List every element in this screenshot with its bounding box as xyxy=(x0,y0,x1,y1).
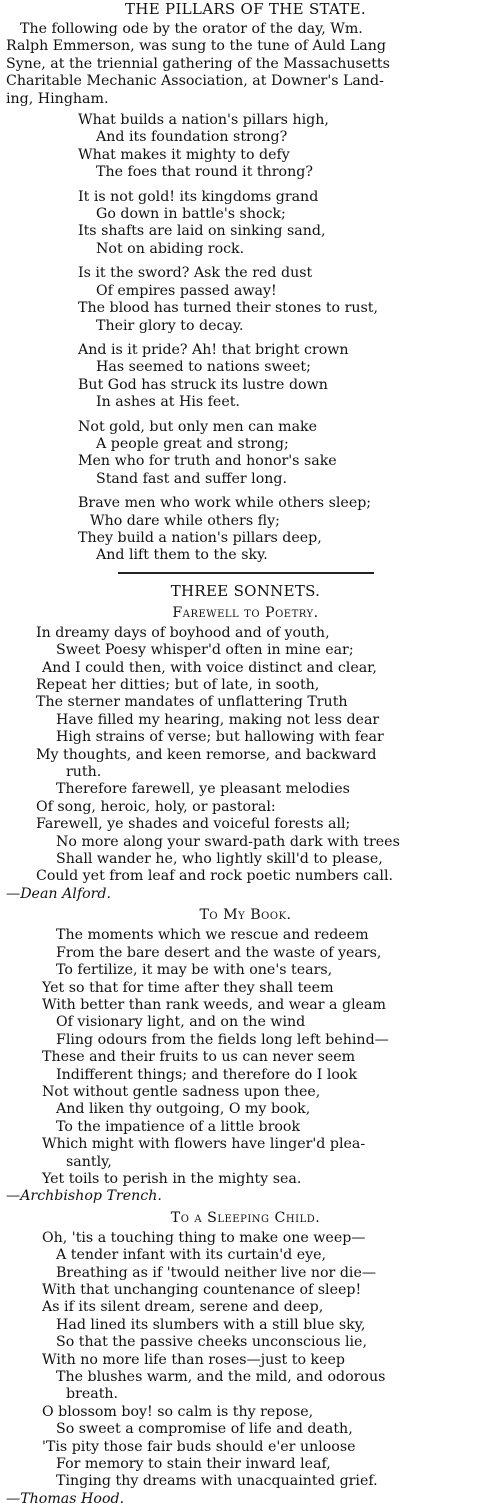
verse-line: No more along your sward-path dark with trees xyxy=(56,833,400,850)
ode-stanza xyxy=(6,112,485,182)
verse-line: Of song, heroic, holy, or pastoral: xyxy=(36,798,276,815)
verse-line: The sterner mandates of unflattering Truth xyxy=(36,694,348,711)
verse-line: Go down in battle's shock; xyxy=(96,206,286,223)
verse-line: Yet toils to perish in the mighty sea. xyxy=(42,1170,302,1187)
sonnet-author: —Archbishop Trench. xyxy=(6,1188,162,1205)
verse-line: So sweet a compromise of life and death, xyxy=(56,1421,353,1438)
intro-line: Syne, at the triennial gathering of the Massachusetts xyxy=(6,55,390,72)
sonnets-title: THREE SONNETS. xyxy=(170,581,321,600)
verse-line: And its foundation strong? xyxy=(96,129,288,146)
verse-line: With no more life than roses—just to keep xyxy=(42,1351,345,1368)
verse-line: Not without gentle sadness upon thee, xyxy=(42,1083,321,1100)
verse-line: A people great and strong; xyxy=(96,435,289,452)
verse-line: ruth. xyxy=(66,764,102,781)
verse-line: breath. xyxy=(66,1386,119,1403)
verse-line: Its shafts are laid on sinking sand, xyxy=(78,223,326,240)
ode-stanza xyxy=(6,265,485,335)
verse-line: Is it the sword? Ask the red dust xyxy=(78,265,313,282)
verse-line: Yet so that for time after they shall teem xyxy=(42,979,334,996)
verse-line: And lift them to the sky. xyxy=(96,547,268,564)
verse-line: As if its silent dream, serene and deep, xyxy=(42,1299,324,1316)
verse-line: So that the passive cheeks unconscious lie, xyxy=(56,1334,367,1351)
verse-line: Stand fast and suffer long. xyxy=(96,470,287,487)
verse-line: But God has struck its lustre down xyxy=(78,376,328,393)
ode-body xyxy=(6,112,485,565)
ode-title: THE PILLARS OF THE STATE. xyxy=(125,0,366,18)
verse-line: Had lined its slumbers with a still blue sky, xyxy=(56,1316,366,1333)
verse-line: And I could then, with voice distinct and clear, xyxy=(42,659,377,676)
sonnet-title: To My Book. xyxy=(199,907,292,924)
verse-line: Which might with flowers have linger'd plea- xyxy=(42,1136,366,1153)
verse-line: The foes that round it throng? xyxy=(96,164,313,181)
sonnet-author: —Thomas Hood. xyxy=(6,1490,125,1507)
verse-line: Not on abiding rock. xyxy=(96,240,245,257)
verse-line: Who dare while others fly; xyxy=(90,512,280,529)
verse-line: In ashes at His feet. xyxy=(96,394,240,411)
verse-line: What makes it mighty to defy xyxy=(78,146,290,163)
verse-line: The blood has turned their stones to rust, xyxy=(78,300,379,317)
sonnet-title: To a Sleeping Child. xyxy=(170,1209,321,1226)
verse-line: Fling odours from the fields long left behind— xyxy=(56,1031,389,1048)
sonnet-author: —Dean Alford. xyxy=(6,885,112,902)
verse-line: Men who for truth and honor's sake xyxy=(78,453,337,470)
verse-line: With that unchanging countenance of sleep! xyxy=(42,1282,362,1298)
sonnet xyxy=(6,1230,485,1508)
verse-line: Sweet Poesy whisper'd often in mine ear; xyxy=(56,642,354,659)
sonnet-title: Farewell to Poetry. xyxy=(172,604,319,621)
ode-stanza xyxy=(6,189,485,259)
verse-line: Could yet from leaf and rock poetic numbers call. xyxy=(36,868,394,885)
verse-line: The blushes warm, and the mild, and odorous xyxy=(56,1369,386,1386)
verse-line: O blossom boy! so calm is thy repose, xyxy=(42,1403,314,1420)
intro-line: ing, Hingham. xyxy=(6,90,109,107)
verse-line: Therefore farewell, ye pleasant melodies xyxy=(56,781,350,798)
verse-line: santly, xyxy=(66,1153,112,1170)
verse-line: To fertilize, it may be with one's tears, xyxy=(56,962,333,979)
ode-stanza xyxy=(6,495,485,565)
intro-line: Ralph Emmerson, was sung to the tune of Auld Lang xyxy=(6,38,386,55)
verse-line: And is it pride? Ah! that bright crown xyxy=(78,341,349,358)
intro-line: Charitable Mechanic Association, at Downer's Land- xyxy=(6,73,384,90)
verse-line: From the bare desert and the waste of years, xyxy=(56,944,382,961)
section-divider xyxy=(118,572,374,574)
verse-line: A tender infant with its curtain'd eye, xyxy=(56,1247,327,1264)
sonnet xyxy=(6,927,485,1206)
verse-line: To the impatience of a little brook xyxy=(56,1118,301,1135)
verse-line: Has seemed to nations sweet; xyxy=(96,359,311,376)
verse-line: These and their fruits to us can never seem xyxy=(42,1049,356,1066)
verse-line: Not gold, but only men can make xyxy=(78,418,318,435)
verse-line: Repeat her ditties; but of late, in sooth, xyxy=(36,677,320,693)
verse-line: The moments which we rescue and redeem xyxy=(56,927,369,944)
verse-line: They build a nation's pillars deep, xyxy=(78,529,322,546)
intro-line: The following ode by the orator of the day, Wm. xyxy=(20,21,363,37)
verse-line: Tinging thy dreams with unacquainted grief. xyxy=(56,1473,378,1490)
verse-line: Have filled my hearing, making not less dear xyxy=(56,711,380,728)
verse-line: For memory to stain their inward leaf, xyxy=(56,1456,331,1473)
sonnet xyxy=(6,625,485,904)
verse-line: Indifferent things; and therefore do I look xyxy=(56,1066,358,1083)
verse-line: And liken thy outgoing, O my book, xyxy=(56,1101,311,1118)
verse-line: Brave men who work while others sleep; xyxy=(78,495,372,512)
verse-line: Of visionary light, and on the wind xyxy=(56,1014,306,1031)
verse-line: 'Tis pity those fair buds should e'er unloose xyxy=(42,1438,356,1455)
verse-line: My thoughts, and keen remorse, and backward xyxy=(36,746,377,763)
verse-line: It is not gold! its kingdoms grand xyxy=(78,188,319,205)
verse-line: Of empires passed away! xyxy=(96,282,277,299)
verse-line: Oh, 'tis a touching thing to make one weep— xyxy=(42,1229,366,1246)
verse-line: High strains of verse; but hallowing with fear xyxy=(56,729,384,746)
verse-line: Shall wander he, who lightly skill'd to please, xyxy=(56,851,383,868)
verse-line: Breathing as if 'twould neither live nor die— xyxy=(56,1264,377,1281)
verse-line: In dreamy days of boyhood and of youth, xyxy=(36,624,330,641)
verse-line: With better than rank weeds, and wear a gleam xyxy=(42,996,386,1013)
ode-intro xyxy=(6,21,485,108)
verse-line: What builds a nation's pillars high, xyxy=(78,112,329,129)
ode-stanza xyxy=(6,419,485,489)
verse-line: Farewell, ye shades and voiceful forests all; xyxy=(36,816,351,833)
ode-stanza xyxy=(6,342,485,412)
verse-line: Their glory to decay. xyxy=(96,317,244,334)
